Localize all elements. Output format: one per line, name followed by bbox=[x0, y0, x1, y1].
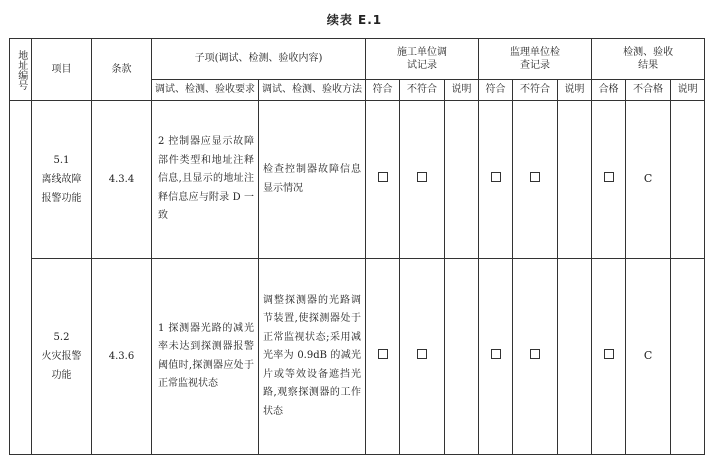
qualified-header: 合格 bbox=[592, 80, 626, 101]
construction-explain-cell[interactable] bbox=[445, 259, 479, 455]
construction-comply-header: 符合 bbox=[366, 80, 400, 101]
item-header: 项目 bbox=[32, 39, 92, 101]
supervision-explain-header: 说明 bbox=[558, 80, 592, 101]
clause-cell: 4.3.4 bbox=[92, 101, 152, 259]
requirement-header: 调试、检测、验收要求 bbox=[152, 80, 259, 101]
supervision-comply-checkbox[interactable] bbox=[479, 259, 513, 455]
table-row bbox=[10, 259, 705, 455]
construction-comply-checkbox[interactable] bbox=[366, 259, 400, 455]
construction-record-header: 施工单位调试记录 bbox=[366, 39, 479, 80]
method-cell: 调整探测器的光路调节装置,使探测器处于正常监视状态;采用减光率为 0.9dB 的减光片或等效设备遮挡光路,观察探测器的工作状态 bbox=[259, 259, 366, 455]
method-cell: 检查控制器故障信息显示情况 bbox=[259, 101, 366, 259]
clause-header: 条款 bbox=[92, 39, 152, 101]
construction-explain-header: 说明 bbox=[445, 80, 479, 101]
method-header: 调试、检测、验收方法 bbox=[259, 80, 366, 101]
header-row-1 bbox=[10, 39, 705, 80]
qualified-checkbox[interactable] bbox=[592, 101, 626, 259]
supervision-comply-header: 符合 bbox=[479, 80, 513, 101]
unqualified-mark: C bbox=[626, 101, 671, 259]
address-no-header: 地址编号 bbox=[10, 39, 32, 101]
table-row bbox=[10, 101, 705, 259]
construction-comply-checkbox[interactable] bbox=[366, 101, 400, 259]
supervision-explain-cell[interactable] bbox=[558, 259, 592, 455]
supervision-non-comply-checkbox[interactable] bbox=[513, 259, 558, 455]
supervision-non-comply-checkbox[interactable] bbox=[513, 101, 558, 259]
acceptance-explain-header: 说明 bbox=[671, 80, 705, 101]
item-cell: 5.2 火灾报警 功能 bbox=[32, 259, 92, 455]
construction-explain-cell[interactable] bbox=[445, 101, 479, 259]
supervision-explain-cell[interactable] bbox=[558, 101, 592, 259]
acceptance-table bbox=[9, 38, 705, 455]
supervision-comply-checkbox[interactable] bbox=[479, 101, 513, 259]
construction-non-comply-header: 不符合 bbox=[400, 80, 445, 101]
table-title: 续表 E.1 bbox=[326, 13, 383, 27]
acceptance-explain-cell[interactable] bbox=[671, 259, 705, 455]
qualified-checkbox[interactable] bbox=[592, 259, 626, 455]
acceptance-result-header: 检测、验收结果 bbox=[592, 39, 705, 80]
address-no-cell bbox=[10, 101, 32, 455]
unqualified-header: 不合格 bbox=[626, 80, 671, 101]
unqualified-mark: C bbox=[626, 259, 671, 455]
clause-cell: 4.3.6 bbox=[92, 259, 152, 455]
acceptance-explain-cell[interactable] bbox=[671, 101, 705, 259]
sub-item-header: 子项(调试、检测、验收内容) bbox=[152, 39, 366, 80]
item-cell: 5.1 离线故障 报警功能 bbox=[32, 101, 92, 259]
supervision-record-header: 监理单位检查记录 bbox=[479, 39, 592, 80]
supervision-non-comply-header: 不符合 bbox=[513, 80, 558, 101]
requirement-cell: 1 探测器光路的减光率未达到探测器报警阈值时,探测器应处于正常监视状态 bbox=[152, 259, 259, 455]
construction-non-comply-checkbox[interactable] bbox=[400, 101, 445, 259]
construction-non-comply-checkbox[interactable] bbox=[400, 259, 445, 455]
requirement-cell: 2 控制器应显示故障部件类型和地址注释信息,且显示的地址注释信息应与附录 D 一致 bbox=[152, 101, 259, 259]
